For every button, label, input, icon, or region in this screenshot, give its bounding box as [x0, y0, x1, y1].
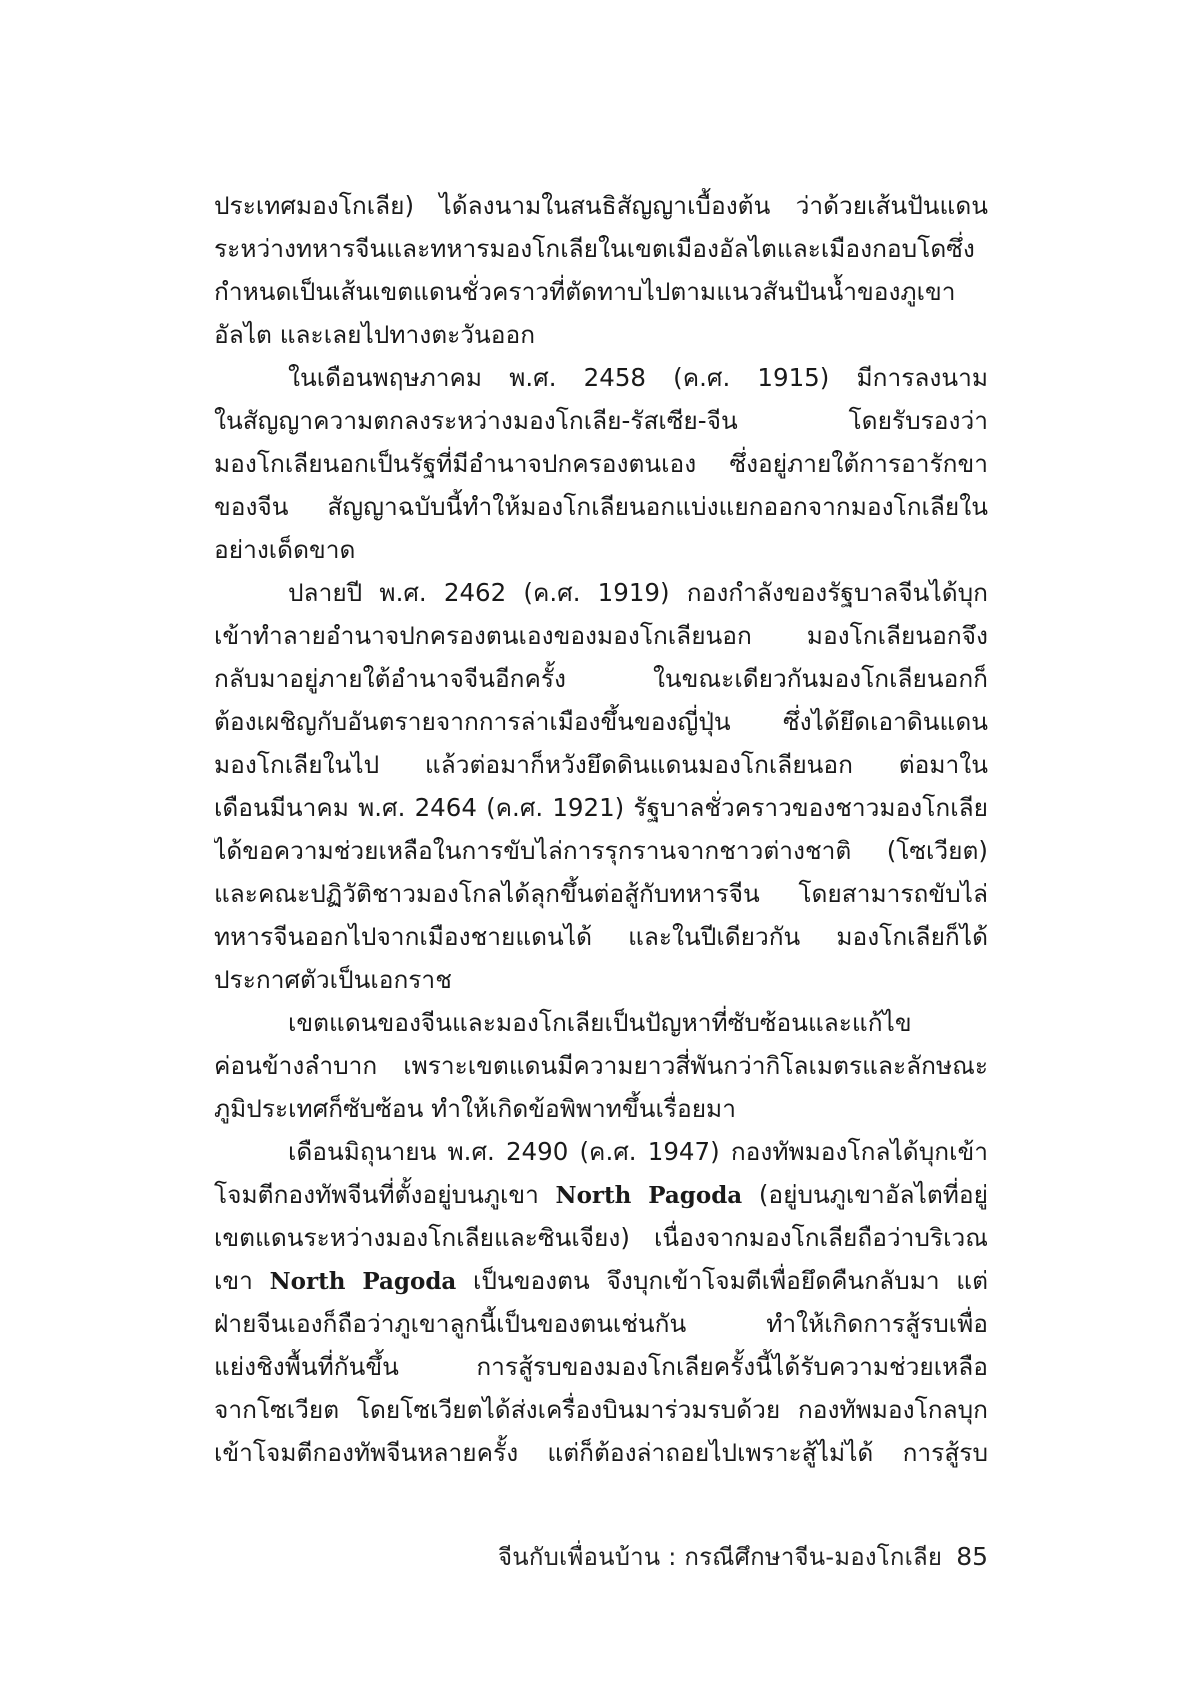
page-footer: [498, 1537, 988, 1576]
text-line: เดือนมิถุนายน พ.ศ. 2490 (ค.ศ. 1947) กองทัพมองโกลได้บุกเข้า: [288, 1137, 988, 1166]
paragraph-5: [214, 1130, 988, 1474]
text-line: ภูมิประเทศก็ซับซ้อน ทำให้เกิดข้อพิพาทขึ้นเรื่อยมา: [214, 1094, 736, 1123]
paragraph-2: [214, 356, 988, 571]
text-line: ระหว่างทหารจีนและทหารมองโกเลียในเขตเมืองอัลไตและเมืองกอบโดซึ่ง: [214, 234, 975, 263]
text-line: เขา North Pagoda เป็นของตน จึงบุกเข้าโจมตีเพื่อยึดคืนกลับมา แต่: [214, 1266, 988, 1295]
text-line: ต้องเผชิญกับอันตรายจากการล่าเมืองขึ้นของญี่ปุ่น ซึ่งได้ยึดเอาดินแดน: [214, 707, 988, 736]
paragraph-4: [214, 1001, 988, 1130]
paragraph-3: [214, 571, 988, 1001]
text-line: ปลายปี พ.ศ. 2462 (ค.ศ. 1919) กองกำลังของรัฐบาลจีนได้บุก: [288, 578, 988, 607]
running-title: จีนกับเพื่อนบ้าน : กรณีศึกษาจีน-มองโกเลีย: [498, 1543, 943, 1571]
text-line: มองโกเลียในไป แล้วต่อมาก็หวังยึดดินแดนมองโกเลียนอก ต่อมาใน: [214, 750, 988, 779]
text-line: ในเดือนพฤษภาคม พ.ศ. 2458 (ค.ศ. 1915) มีการลงนาม: [288, 363, 988, 392]
text-line: ในสัญญาความตกลงระหว่างมองโกเลีย-รัสเซีย-จีน โดยรับรองว่า: [214, 406, 988, 435]
text-line: เข้าโจมตีกองทัพจีนหลายครั้ง แต่ก็ต้องล่าถอยไปเพราะสู้ไม่ได้ การสู้รบ: [214, 1438, 988, 1467]
text-line: จากโซเวียต โดยโซเวียตได้ส่งเครื่องบินมาร่วมรบด้วย กองทัพมองโกลบุก: [214, 1395, 988, 1424]
page-body: [214, 184, 988, 1474]
paragraph-1: [214, 184, 988, 356]
text-line: เขตแดนของจีนและมองโกเลียเป็นปัญหาที่ซับซ้อนและแก้ไข: [288, 1008, 912, 1037]
text-line: เดือนมีนาคม พ.ศ. 2464 (ค.ศ. 1921) รัฐบาลชั่วคราวของชาวมองโกเลีย: [214, 793, 988, 822]
text-line: ของจีน สัญญาฉบับนี้ทำให้มองโกเลียนอกแบ่งแยกออกจากมองโกเลียใน: [214, 492, 988, 521]
text-line: ค่อนข้างลำบาก เพราะเขตแดนมีความยาวสี่พันกว่ากิโลเมตรและลักษณะ: [214, 1051, 988, 1080]
text-line: ได้ขอความช่วยเหลือในการขับไล่การรุกรานจากชาวต่างชาติ (โซเวียต): [214, 836, 988, 865]
text-line: มองโกเลียนอกเป็นรัฐที่มีอำนาจปกครองตนเอง ซึ่งอยู่ภายใต้การอารักขา: [214, 449, 988, 478]
text-line: แย่งชิงพื้นที่กันขึ้น การสู้รบของมองโกเลียครั้งนี้ได้รับความช่วยเหลือ: [214, 1352, 988, 1381]
text-line: ฝ่ายจีนเองก็ถือว่าภูเขาลูกนี้เป็นของตนเช่นกัน ทำให้เกิดการสู้รบเพื่อ: [214, 1309, 988, 1338]
text-line: และคณะปฏิวัติชาวมองโกลได้ลุกขึ้นต่อสู้กับทหารจีน โดยสามารถขับไล่: [214, 879, 988, 908]
text-line: อัลไต และเลยไปทางตะวันออก: [214, 320, 536, 349]
text-line: อย่างเด็ดขาด: [214, 535, 356, 564]
text-line: ประกาศตัวเป็นเอกราช: [214, 965, 452, 994]
page-number: 85: [956, 1542, 988, 1571]
text-line: กำหนดเป็นเส้นเขตแดนชั่วคราวที่ตัดทาบไปตามแนวสันปันน้ำของภูเขา: [214, 277, 956, 306]
text-line: ทหารจีนออกไปจากเมืองชายแดนได้ และในปีเดียวกัน มองโกเลียก็ได้: [214, 922, 988, 951]
text-line: โจมตีกองทัพจีนที่ตั้งอยู่บนภูเขา North Pagoda (อยู่บนภูเขาอัลไตที่อยู่: [214, 1180, 988, 1209]
text-line: เข้าทำลายอำนาจปกครองตนเองของมองโกเลียนอก มองโกเลียนอกจึง: [214, 621, 988, 650]
text-line: เขตแดนระหว่างมองโกเลียและซินเจียง) เนื่องจากมองโกเลียถือว่าบริเวณ: [214, 1223, 988, 1252]
latin-place-name: North Pagoda: [269, 1268, 457, 1295]
latin-place-name: North Pagoda: [555, 1182, 743, 1209]
text-line: ประเทศมองโกเลีย) ได้ลงนามในสนธิสัญญาเบื้องต้น ว่าด้วยเส้นปันแดน: [214, 191, 988, 220]
text-line: กลับมาอยู่ภายใต้อำนาจจีนอีกครั้ง ในขณะเดียวกันมองโกเลียนอกก็: [214, 664, 988, 693]
